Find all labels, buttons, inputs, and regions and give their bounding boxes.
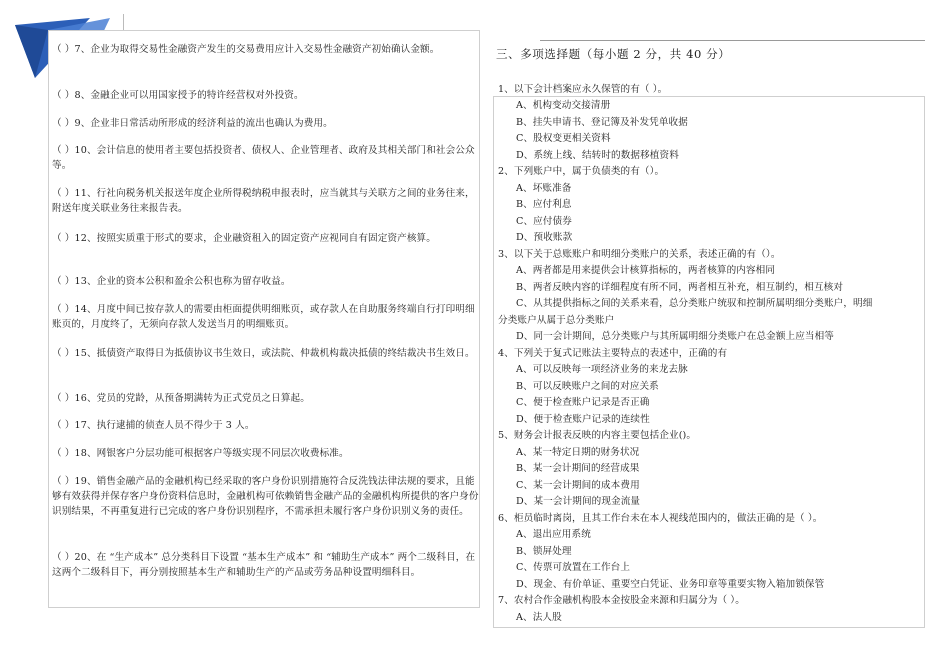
mc-option: C、便于检查账户记录是否正确 — [516, 397, 650, 408]
mc-option: B、应付利息 — [516, 199, 572, 210]
true-false-question-20: （ ）20、在 “生产成本” 总分类科目下设置 “基本生产成本” 和 “辅助生产成本” 两个二级科目，在这两个二级科目下，再分别按照基本生产和辅助生产的产品或劳务品种设置明细科目。 — [52, 552, 476, 578]
mc-option: A、可以反映每一项经济业务的来龙去脉 — [516, 364, 688, 375]
true-false-question-10: （ ）10、会计信息的使用者主要包括投资者、债权人、企业管理者、政府及其相关部门和社会公众等。 — [52, 145, 475, 171]
true-false-question-11: （ ）11、行社向税务机关报送年度企业所得税纳税申报表时，应当就其与关联方之间的业务往来，附送年度关联业务往来报告表。 — [52, 188, 475, 214]
mc-option: D、现金、有价单证、重要空白凭证、业务印章等重要实物入箱加锁保管 — [516, 579, 825, 590]
true-false-question-9: （ ）9、企业非日常活动所形成的经济利益的流出也确认为费用。 — [52, 118, 333, 129]
true-false-question-18: （ ）18、网银客户分层功能可根据客户等级实现不同层次收费标准。 — [52, 448, 349, 459]
mc-option: A、法人股 — [516, 612, 562, 623]
mc-option: B、两者反映内容的详细程度有所不同，两者相互补充，相互制约，相互核对 — [516, 282, 844, 293]
mc-option: C、应付债券 — [516, 216, 572, 227]
mc-option: D、系统上线、结转时的数据移植资料 — [516, 150, 679, 161]
section-rule — [540, 40, 925, 41]
mc-question-7: 7、农村合作金融机构股本金按股金来源和归属分为（ ）。 — [498, 595, 745, 606]
mc-option: B、可以反映账户之间的对应关系 — [516, 381, 659, 392]
true-false-question-14: （ ）14、月度中间已按存款人的需要由柜面提供明细账页，或存款人在自助服务终端自行打印明细账页的，月度终了，无须向存款人发送当月的明细账页。 — [52, 304, 475, 330]
mc-option: B、挂失申请书、登记簿及补发凭单收据 — [516, 117, 688, 128]
true-false-question-13: （ ）13、企业的资本公积和盈余公积也称为留存收益。 — [52, 276, 291, 287]
mc-question-6: 6、柜员临时离岗，且其工作台未在本人视线范围内的，做法正确的是（ ）。 — [498, 513, 823, 524]
mc-option: C、某一会计期间的成本费用 — [516, 480, 640, 491]
true-false-question-15: （ ）15、抵债资产取得日为抵债协议书生效日，或法院、仲裁机构裁决抵债的终结裁决书生效日。 — [52, 348, 475, 359]
true-false-question-12: （ ）12、按照实质重于形式的要求，企业融资租入的固定资产应视同自有固定资产核算。 — [52, 233, 436, 244]
mc-option: D、某一会计期间的现金流量 — [516, 496, 641, 507]
true-false-question-8: （ ）8、金融企业可以用国家授予的特许经营权对外投资。 — [52, 90, 304, 101]
mc-option: A、坏账准备 — [516, 183, 572, 194]
mc-option: B、某一会计期间的经营成果 — [516, 463, 640, 474]
mc-question-1: 1、以下会计档案应永久保管的有（ ）。 — [498, 84, 668, 95]
mc-option: A、退出应用系统 — [516, 529, 591, 540]
mc-option: D、同一会计期间，总分类账户与其所属明细分类账户在总金额上应当相等 — [516, 331, 834, 342]
mc-option: C、传票可放置在工作台上 — [516, 562, 631, 573]
mc-option: A、机构变动交接清册 — [516, 100, 611, 111]
mc-option: C、股权变更相关资料 — [516, 133, 611, 144]
true-false-question-17: （ ）17、执行逮捕的侦查人员不得少于 3 人。 — [52, 420, 255, 431]
mc-option: C、从其提供指标之间的关系来看，总分类账户统驭和控制所属明细分类账户，明细 — [516, 298, 873, 309]
section-title: 三、多项选择题（每小题 2 分，共 40 分） — [496, 47, 731, 61]
mc-question-4: 4、下列关于复式记账法主要特点的表述中，正确的有 — [498, 348, 728, 359]
mc-question-2: 2、下列账户中，属于负债类的有（）。 — [498, 166, 665, 177]
mc-option: D、便于检查账户记录的连续性 — [516, 414, 650, 425]
mc-option: A、某一特定日期的财务状况 — [516, 447, 640, 458]
mc-question-5: 5、财务会计报表反映的内容主要包括企业()。 — [498, 430, 697, 441]
mc-option-continued: 分类账户从属于总分类账户 — [498, 315, 615, 326]
true-false-question-16: （ ）16、党员的党龄，从预备期满转为正式党员之日算起。 — [52, 393, 310, 404]
mc-option: B、锁屏处理 — [516, 546, 572, 557]
page-number: 3 — [37, 14, 43, 24]
mc-question-3: 3、以下关于总账账户和明细分类账户的关系，表述正确的有（）。 — [498, 249, 781, 260]
true-false-question-7: （ ）7、企业为取得交易性金融资产发生的交易费用应计入交易性金融资产初始确认金额。 — [52, 44, 440, 55]
true-false-question-19: （ ）19、销售金融产品的金融机构已经采取的客户身份识别措施符合反洗钱法律法规的要求，且能够有效获得并保存客户身份资料信息时，金融机构可依赖销售金融产品的金融机构所提供的客户身份识别结果，不再重复进行已完成的客户身份识别程序，不需承担未履行客户身份识别义务的责任。 — [52, 476, 479, 517]
mc-option: A、两者都是用来提供会计核算指标的，两者核算的内容相同 — [516, 265, 776, 276]
mc-option: D、预收账款 — [516, 232, 573, 243]
